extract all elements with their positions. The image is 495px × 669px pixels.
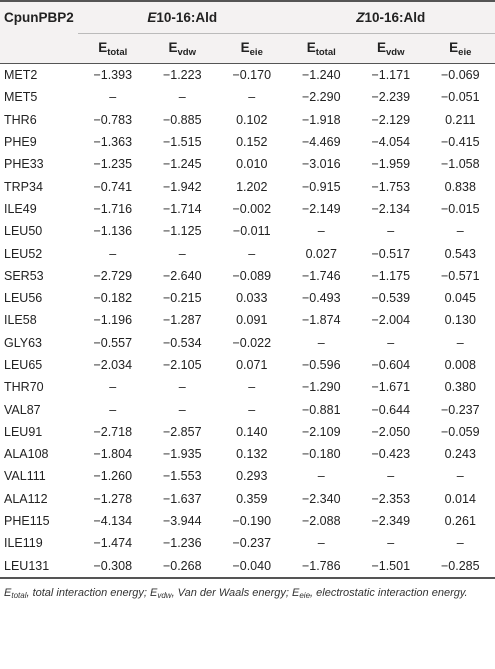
value-cell: 0.027: [305, 246, 337, 261]
value-cell: −0.534: [162, 335, 202, 350]
value-cell: −1.287: [162, 313, 202, 328]
value-cell: −0.493: [301, 291, 341, 306]
footnote-vdw-desc: , Van der Waals energy;: [171, 586, 293, 599]
subcolumn-header: [217, 34, 287, 64]
value-cell: −4.054: [371, 135, 411, 150]
value-cell: −0.069: [440, 68, 480, 83]
table-row: [0, 488, 495, 510]
table-row: [0, 555, 495, 578]
residue-cell: VAL111: [4, 469, 46, 484]
residue-cell: SER53: [4, 268, 44, 283]
value-cell: −1.918: [301, 112, 341, 127]
value-cell: −0.423: [371, 447, 411, 462]
value-cell: −2.109: [301, 424, 341, 439]
table-row: [0, 398, 495, 420]
value-cell: −0.881: [301, 402, 341, 417]
value-cell: 1.202: [236, 179, 268, 194]
value-cell: −3.016: [301, 157, 341, 172]
residue-cell: LEU65: [4, 358, 43, 372]
value-cell: –: [387, 469, 395, 484]
value-cell: 0.293: [236, 469, 268, 484]
value-cell: −1.804: [93, 447, 133, 462]
value-cell: −1.236: [162, 536, 202, 551]
residue-cell: ALA112: [4, 491, 48, 506]
value-cell: –: [178, 90, 186, 105]
value-cell: –: [109, 90, 117, 105]
value-cell: 0.071: [236, 358, 268, 372]
value-cell: −1.714: [162, 201, 202, 216]
value-cell: –: [248, 402, 256, 417]
value-cell: −0.885: [162, 112, 202, 127]
table-row: [0, 242, 495, 264]
value-cell: −0.051: [440, 90, 480, 105]
value-cell: −2.353: [371, 491, 411, 506]
table-header: [0, 1, 495, 64]
value-cell: −0.741: [93, 179, 133, 194]
value-cell: −2.034: [93, 358, 133, 372]
residue-cell: LEU50: [4, 224, 43, 239]
value-cell: −0.596: [301, 358, 341, 372]
residue-cell: THR70: [4, 380, 44, 395]
table-row: [0, 265, 495, 287]
table-row: [0, 198, 495, 220]
residue-cell: TRP34: [4, 179, 43, 194]
value-cell: −1.393: [93, 68, 133, 83]
value-cell: –: [178, 380, 186, 395]
value-cell: −1.515: [162, 135, 202, 150]
value-cell: −0.539: [371, 291, 411, 306]
value-cell: −0.415: [440, 135, 480, 150]
value-cell: 0.033: [236, 291, 268, 306]
value-cell: −0.022: [232, 335, 272, 350]
table-row: [0, 131, 495, 153]
value-cell: 0.140: [236, 424, 268, 439]
footnote-vdw-sub: vdw: [157, 590, 172, 600]
value-cell: −2.239: [371, 90, 411, 105]
footnote-total-sub: total: [11, 590, 27, 600]
value-cell: –: [387, 224, 395, 239]
value-cell: −1.746: [301, 268, 341, 283]
value-cell: –: [317, 536, 325, 551]
value-cell: −1.716: [93, 201, 133, 216]
value-cell: 0.359: [236, 491, 268, 506]
residue-cell: PHE9: [4, 135, 37, 150]
subcolumn-header: [148, 34, 218, 64]
table-row: [0, 332, 495, 354]
value-cell: −0.571: [440, 268, 480, 283]
value-cell: −1.637: [162, 491, 202, 506]
group-e-italic: E: [147, 10, 157, 25]
table-row: [0, 309, 495, 331]
value-cell: −2.149: [301, 201, 341, 216]
subcolumn-sub: eie: [249, 46, 263, 58]
subcolumn-sub: vdw: [177, 46, 196, 58]
table-row: [0, 443, 495, 465]
subcolumn-base: E: [377, 39, 387, 55]
subcolumn-base: E: [449, 39, 459, 55]
value-cell: −2.129: [371, 112, 411, 127]
value-cell: –: [248, 246, 256, 261]
subcolumn-sub: total: [107, 46, 128, 58]
value-cell: 0.380: [444, 380, 476, 395]
residue-cell: LEU91: [4, 424, 43, 439]
subcolumn-sub: eie: [458, 46, 472, 58]
value-cell: 0.152: [236, 135, 268, 150]
table-row: [0, 287, 495, 309]
value-cell: −1.136: [93, 224, 133, 239]
subcolumn-sub: total: [315, 46, 336, 58]
residue-cell: GLY63: [4, 335, 42, 350]
value-cell: –: [248, 90, 256, 105]
subcolumn-header: [78, 34, 148, 64]
footnote-total-base: E: [4, 586, 12, 599]
value-cell: −0.604: [371, 358, 411, 372]
value-cell: 0.008: [444, 358, 476, 372]
value-cell: −1.959: [371, 157, 411, 172]
value-cell: −2.088: [301, 514, 341, 529]
footnote-total-desc: , total interaction energy;: [26, 586, 150, 599]
table-row: [0, 354, 495, 376]
value-cell: −3.944: [162, 514, 202, 529]
value-cell: −0.237: [232, 536, 272, 551]
value-cell: −0.268: [148, 555, 218, 578]
residue-cell: LEU56: [4, 291, 43, 306]
value-cell: −1.501: [356, 555, 426, 578]
table-body: [0, 64, 495, 578]
value-cell: −1.171: [371, 68, 411, 83]
value-cell: 0.543: [444, 246, 476, 261]
value-cell: −0.182: [93, 291, 133, 306]
header-row-groups: [0, 1, 495, 34]
footnote-eie-base: E: [292, 586, 300, 599]
value-cell: –: [456, 469, 464, 484]
table-row: [0, 153, 495, 175]
value-cell: −1.363: [93, 135, 133, 150]
table-row: [0, 64, 495, 87]
table-row: [0, 421, 495, 443]
table-row: [0, 465, 495, 487]
value-cell: –: [387, 536, 395, 551]
value-cell: −1.290: [301, 380, 341, 395]
residue-cell: MET2: [4, 68, 38, 83]
subcolumn-base: E: [98, 39, 108, 55]
value-cell: –: [387, 335, 395, 350]
value-cell: −0.059: [440, 424, 480, 439]
value-cell: 0.243: [444, 447, 476, 462]
value-cell: –: [178, 246, 186, 261]
subcolumn-header: [356, 34, 426, 64]
value-cell: −1.245: [162, 157, 202, 172]
value-cell: −1.223: [162, 68, 202, 83]
residue-cell: ILE49: [4, 201, 37, 216]
value-cell: −1.474: [93, 536, 133, 551]
table-row: [0, 175, 495, 197]
value-cell: –: [248, 380, 256, 395]
table-row: [0, 532, 495, 554]
value-cell: −0.040: [217, 555, 287, 578]
residue-cell: LEU131: [0, 555, 78, 578]
value-cell: 0.211: [445, 112, 476, 127]
value-cell: 0.132: [236, 447, 268, 462]
header-row-subcolumns: [0, 34, 495, 64]
value-cell: −1.935: [162, 447, 202, 462]
value-cell: –: [456, 536, 464, 551]
value-cell: −1.235: [93, 157, 133, 172]
residue-cell: THR6: [4, 112, 37, 127]
value-cell: −2.134: [371, 201, 411, 216]
subcolumn-header: [426, 34, 495, 64]
value-cell: −2.290: [301, 90, 341, 105]
table-row: [0, 220, 495, 242]
value-cell: −2.105: [162, 358, 202, 372]
footnote-eie-sub: eie: [299, 590, 311, 600]
value-cell: 0.261: [444, 514, 476, 529]
value-cell: −0.015: [440, 201, 480, 216]
value-cell: −1.942: [162, 179, 202, 194]
residue-cell: MET5: [4, 90, 38, 105]
table-row: [0, 109, 495, 131]
residue-cell: VAL87: [4, 402, 41, 417]
value-cell: –: [109, 402, 117, 417]
value-cell: −2.050: [371, 424, 411, 439]
group-z-rest: 10-16:Ald: [364, 10, 426, 25]
residue-cell: LEU52: [4, 246, 43, 261]
value-cell: −0.190: [232, 514, 272, 529]
value-cell: −1.196: [93, 313, 133, 328]
residue-cell: PHE33: [4, 157, 44, 172]
table-footnote: [0, 579, 495, 604]
value-cell: −2.340: [301, 491, 341, 506]
group-header-e: [78, 1, 287, 34]
value-cell: −0.089: [232, 268, 272, 283]
subcolumn-base: E: [240, 39, 250, 55]
value-cell: −0.215: [162, 291, 202, 306]
value-cell: −1.786: [287, 555, 357, 578]
value-cell: −1.260: [93, 469, 133, 484]
value-cell: –: [109, 380, 117, 395]
value-cell: −0.308: [78, 555, 148, 578]
group-z-italic: Z: [356, 10, 365, 25]
value-cell: –: [109, 246, 117, 261]
value-cell: −0.285: [426, 555, 495, 578]
value-cell: −0.517: [371, 246, 411, 261]
value-cell: 0.010: [236, 157, 268, 172]
corner-header: CpunPBP2: [0, 1, 78, 34]
value-cell: −2.349: [371, 514, 411, 529]
subcolumn-header: [287, 34, 357, 64]
value-cell: −1.278: [93, 491, 133, 506]
value-cell: –: [317, 335, 325, 350]
value-cell: −0.237: [440, 402, 480, 417]
value-cell: 0.014: [444, 491, 476, 506]
value-cell: −2.004: [371, 313, 411, 328]
group-header-z: [287, 1, 495, 34]
residue-cell: ALA108: [4, 447, 49, 462]
footnote-eie-desc: , electrostatic interaction energy.: [310, 586, 468, 599]
value-cell: −0.915: [301, 179, 341, 194]
value-cell: 0.130: [444, 313, 476, 328]
subcolumn-base: E: [168, 39, 178, 55]
value-cell: −1.125: [162, 224, 202, 239]
value-cell: −0.180: [301, 447, 341, 462]
value-cell: −1.553: [162, 469, 202, 484]
value-cell: 0.838: [444, 179, 476, 194]
corner-blank: [0, 34, 78, 64]
value-cell: −1.874: [301, 313, 341, 328]
value-cell: –: [456, 224, 464, 239]
value-cell: –: [178, 402, 186, 417]
value-cell: −1.058: [440, 157, 480, 172]
value-cell: −1.240: [301, 68, 341, 83]
residue-cell: ILE119: [4, 536, 43, 551]
value-cell: −1.753: [371, 179, 411, 194]
value-cell: –: [317, 224, 325, 239]
value-cell: 0.091: [236, 313, 268, 328]
value-cell: −1.671: [371, 380, 411, 395]
subcolumn-sub: vdw: [386, 46, 405, 58]
value-cell: −2.857: [162, 424, 202, 439]
table-row: [0, 376, 495, 398]
footnote-vdw-base: E: [149, 586, 158, 599]
value-cell: −1.175: [371, 268, 411, 283]
table-row: [0, 510, 495, 532]
value-cell: −0.557: [93, 335, 133, 350]
value-cell: −0.002: [232, 201, 272, 216]
value-cell: −2.640: [162, 268, 202, 283]
value-cell: 0.045: [444, 291, 476, 306]
residue-cell: PHE115: [4, 514, 50, 529]
subcolumn-base: E: [306, 39, 316, 55]
value-cell: –: [317, 469, 325, 484]
value-cell: −2.718: [93, 424, 133, 439]
value-cell: −2.729: [93, 268, 133, 283]
value-cell: −4.469: [301, 135, 341, 150]
value-cell: 0.102: [236, 112, 268, 127]
value-cell: −0.783: [93, 112, 133, 127]
value-cell: −0.644: [371, 402, 411, 417]
value-cell: –: [456, 335, 464, 350]
group-e-rest: 10-16:Ald: [156, 10, 218, 25]
table-row: [0, 86, 495, 108]
value-cell: −4.134: [93, 514, 133, 529]
value-cell: −0.011: [232, 224, 271, 239]
residue-cell: ILE58: [4, 313, 37, 328]
value-cell: −0.170: [232, 68, 272, 83]
